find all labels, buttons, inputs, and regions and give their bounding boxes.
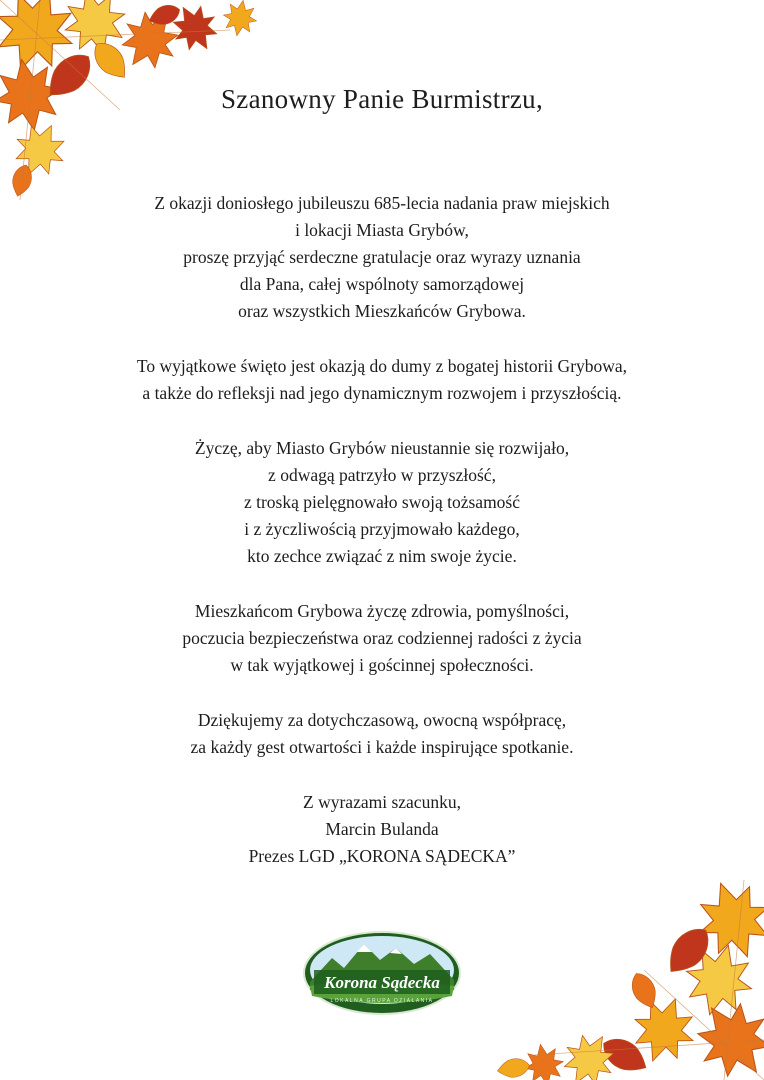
paragraph-line: i z życzliwością przyjmowało każdego, [244,519,520,539]
paragraph-2 [40,353,724,407]
paragraph-line: w tak wyjątkowej i gościnnej społeczności. [230,655,534,675]
paragraph-line: dla Pana, całej wspólnoty samorządowej [239,274,525,294]
paragraph-line: Mieszkańcom Grybowa życzę zdrowia, pomyślności, [194,601,570,621]
korona-sadecka-logo [302,930,462,1016]
paragraph-3 [40,435,724,570]
paragraph-5 [40,707,724,761]
paragraph-line: proszę przyjąć serdeczne gratulacje oraz wyrazy uznania [183,247,581,267]
paragraph-line: za każdy gest otwartości i każde inspirujące spotkanie. [190,737,574,757]
paragraph-line: Życzę, aby Miasto Grybów nieustannie się rozwijało, [194,438,570,458]
closing: Z wyrazami szacunku, [303,792,461,812]
paragraph-line: To wyjątkowe święto jest okazją do dumy z bogatej historii Grybowa, [136,356,628,376]
signer-title: Prezes LGD „KORONA SĄDECKA” [248,846,516,866]
paragraph-line: kto zechce związać z nim swoje życie. [247,546,517,566]
paragraph-line: Z okazji doniosłego jubileuszu 685-lecia nadania praw miejskich [154,193,610,213]
autumn-leaves-bottom-right-icon [494,880,764,1080]
signature-block [40,789,724,870]
letter-body [40,190,724,870]
paragraph-line: Dziękujemy za dotychczasową, owocną współpracę, [197,710,567,730]
paragraph-line: oraz wszystkich Mieszkańców Grybowa. [238,301,526,321]
paragraph-4 [40,598,724,679]
salutation: Szanowny Panie Burmistrzu, [220,84,543,114]
signer-name: Marcin Bulanda [325,819,439,839]
logo-name: Korona Sądecka [324,973,440,992]
paragraph-line: poczucia bezpieczeństwa oraz codziennej radości z życia [182,628,582,648]
paragraph-line: z troską pielęgnowało swoją tożsamość [243,492,521,512]
paragraph-1 [40,190,724,325]
paragraph-line: i lokacji Miasta Grybów, [295,220,469,240]
logo-tagline: LOKALNA GRUPA DZIAŁANIA [330,998,434,1004]
paragraph-line: z odwagą patrzyło w przyszłość, [268,465,496,485]
paragraph-line: a także do refleksji nad jego dynamicznym rozwojem i przyszłością. [142,383,622,403]
